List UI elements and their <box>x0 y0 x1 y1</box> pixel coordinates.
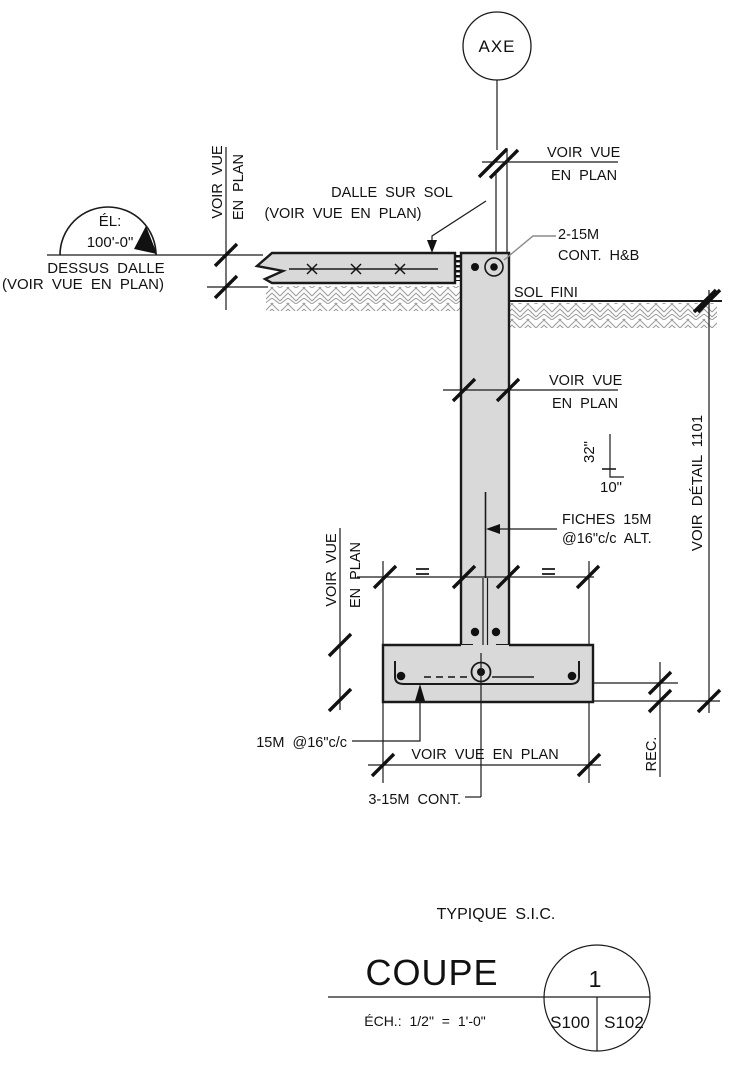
earth-hatch-right <box>509 303 717 328</box>
top-note-line2: EN PLAN <box>551 168 618 184</box>
dowel-label-line2: @16"c/c ALT. <box>562 531 652 547</box>
scale-label: ÉCH.: 1/2" = 1'-0" <box>364 1013 486 1029</box>
dowel-label-line1: FICHES 15M <box>562 512 652 528</box>
title-block <box>328 906 650 1051</box>
top-note-line1: VOIR VUE <box>547 145 621 161</box>
dowel-dim-vertical: 32" <box>581 440 598 464</box>
footing-height-dim <box>324 528 364 711</box>
footing-section <box>383 645 593 702</box>
sheet-ref-right: S102 <box>604 1013 644 1032</box>
cover-label: REC. <box>644 736 660 772</box>
detail-note-label: VOIR DÉTAIL 1101 <box>689 414 706 552</box>
cont-bars-callout <box>368 792 481 808</box>
sheet-ref-left: S100 <box>550 1013 590 1032</box>
wall-section <box>461 253 509 647</box>
left-dim-line2: EN PLAN <box>231 153 247 221</box>
wall-note-line1: VOIR VUE <box>549 373 623 389</box>
slab-section <box>257 253 455 283</box>
elevation-ref: (VOIR VUE EN PLAN) <box>1 276 165 293</box>
typical-note: TYPIQUE S.I.C. <box>436 906 556 923</box>
cont-bars-label: 3-15M CONT. <box>368 792 461 808</box>
axe-label: AXE <box>478 37 516 56</box>
top-rebar-line1: 2-15M <box>558 227 600 243</box>
slab-callout <box>264 185 486 253</box>
axe-grid-bubble <box>463 12 621 253</box>
left-dim-line1: VOIR VUE <box>210 145 226 219</box>
dowel-callout <box>486 512 652 547</box>
rebar-dot-icon <box>492 628 500 636</box>
elevation-value: 100'-0" <box>86 234 134 251</box>
leader-arrow-icon <box>427 240 437 253</box>
cover-dim <box>593 662 720 777</box>
detail-number: 1 <box>588 966 602 992</box>
earth-hatch-left <box>266 286 461 311</box>
footing <box>383 645 593 797</box>
slab-on-grade <box>257 253 459 283</box>
rebar-dot-icon <box>568 672 577 681</box>
dowel-dim-horizontal: 10" <box>599 479 623 496</box>
sol-fini-label: SOL FINI <box>514 285 578 301</box>
top-rebar-callout <box>504 227 639 264</box>
slab-thickness-dim <box>207 145 268 310</box>
footing-width-label: VOIR VUE EN PLAN <box>411 747 559 763</box>
rebar-dot-icon <box>397 672 406 681</box>
section-title: COUPE <box>365 952 499 993</box>
elevation-desc: DESSUS DALLE <box>47 260 165 277</box>
footing-left-dim-line1: VOIR VUE <box>324 533 340 607</box>
rebar-dot-icon <box>471 628 479 636</box>
dowel-dimension <box>581 434 624 496</box>
top-rebar-line2: CONT. H&B <box>558 248 640 264</box>
wall-note-line2: EN PLAN <box>552 396 619 412</box>
rebar-dot-icon <box>471 263 479 271</box>
detail-extent <box>689 290 720 713</box>
footing-width-dim <box>368 702 601 783</box>
elevation-marker <box>2 207 263 293</box>
slab-label-line1: DALLE SUR SOL <box>331 185 453 201</box>
bottom-bar-label: 15M @16"c/c <box>256 735 347 751</box>
footing-left-dim-line2: EN PLAN <box>348 541 364 609</box>
elevation-el: ÉL: <box>98 213 122 230</box>
foundation-wall <box>461 253 509 660</box>
slab-label-line2: (VOIR VUE EN PLAN) <box>264 206 422 222</box>
